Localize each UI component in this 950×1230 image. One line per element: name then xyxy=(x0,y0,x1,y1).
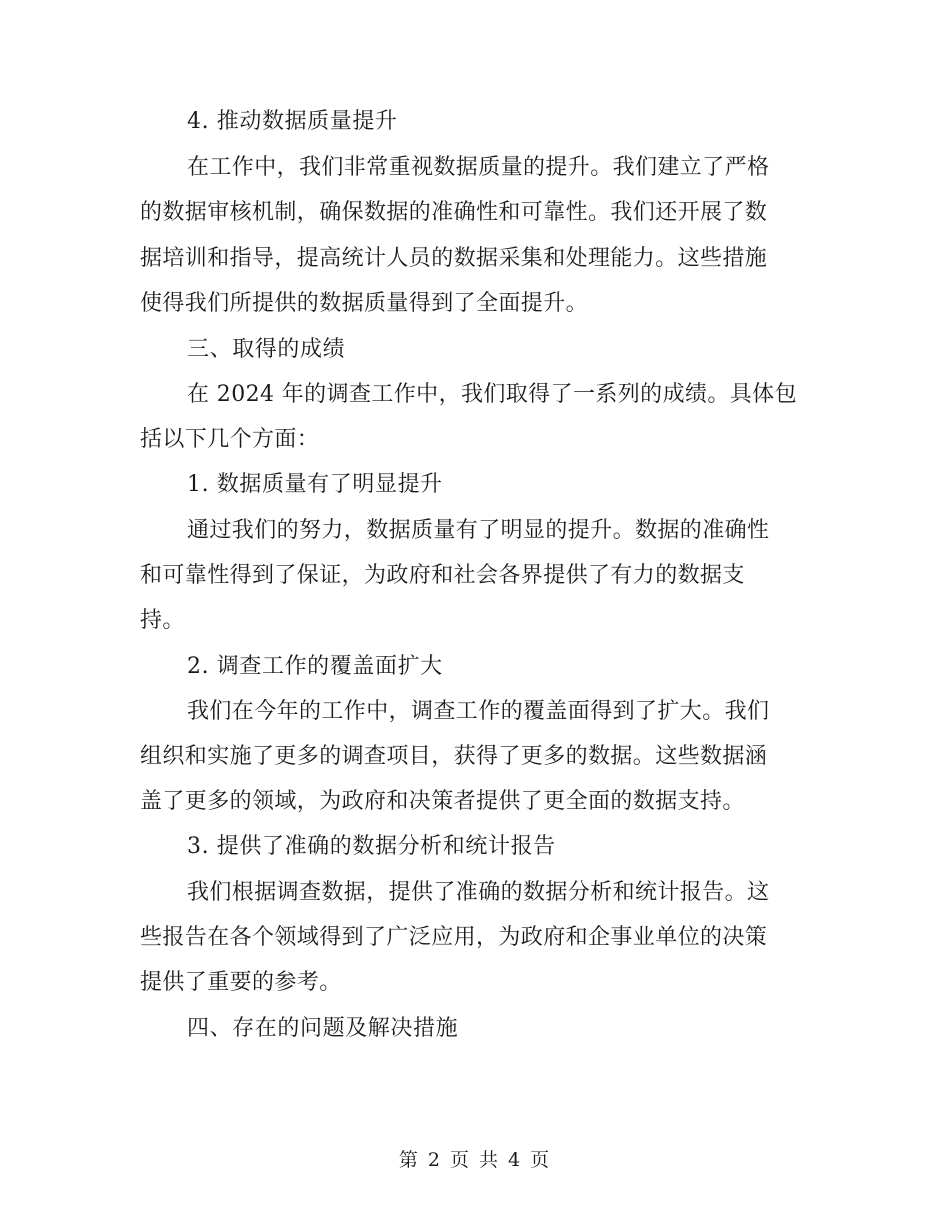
paragraph-line: 些报告在各个领域得到了广泛应用，为政府和企事业单位的决策 xyxy=(140,925,768,950)
paragraph-line: 据培训和指导，提高统计人员的数据采集和处理能力。这些措施 xyxy=(140,246,768,271)
paragraph-line: 在工作中，我们非常重视数据质量的提升。我们建立了严格 xyxy=(187,155,770,180)
section-heading-4: 四、存在的问题及解决措施 xyxy=(187,1016,459,1041)
paragraph-line: 通过我们的努力，数据质量有了明显的提升。数据的准确性 xyxy=(187,518,770,543)
subheading-4: 4. 推动数据质量提升 xyxy=(187,109,398,134)
subheading-1: 1. 数据质量有了明显提升 xyxy=(187,472,443,497)
paragraph-line: 的数据审核机制，确保数据的准确性和可靠性。我们还开展了数 xyxy=(140,200,768,225)
paragraph-line: 组织和实施了更多的调查项目，获得了更多的数据。这些数据涵 xyxy=(140,744,768,769)
section-heading-3: 三、取得的成绩 xyxy=(187,337,346,362)
subheading-2: 2. 调查工作的覆盖面扩大 xyxy=(187,654,443,679)
paragraph-line: 我们根据调查数据，提供了准确的数据分析和统计报告。这 xyxy=(187,880,770,905)
paragraph-line: 括以下几个方面： xyxy=(140,427,320,452)
page-number-footer: 第 2 页 共 4 页 xyxy=(398,1149,552,1171)
paragraph-line: 和可靠性得到了保证，为政府和社会各界提供了有力的数据支 xyxy=(140,563,745,588)
paragraph-line: 提供了重要的参考。 xyxy=(140,970,342,995)
paragraph-line: 持。 xyxy=(140,608,185,633)
paragraph-line: 我们在今年的工作中，调查工作的覆盖面得到了扩大。我们 xyxy=(187,699,770,724)
paragraph-line: 使得我们所提供的数据质量得到了全面提升。 xyxy=(140,291,589,316)
paragraph-line: 在 2024 年的调查工作中，我们取得了一系列的成绩。具体包 xyxy=(187,382,797,407)
paragraph-line: 盖了更多的领域，为政府和决策者提供了更全面的数据支持。 xyxy=(140,789,745,814)
subheading-3: 3. 提供了准确的数据分析和统计报告 xyxy=(187,834,556,859)
